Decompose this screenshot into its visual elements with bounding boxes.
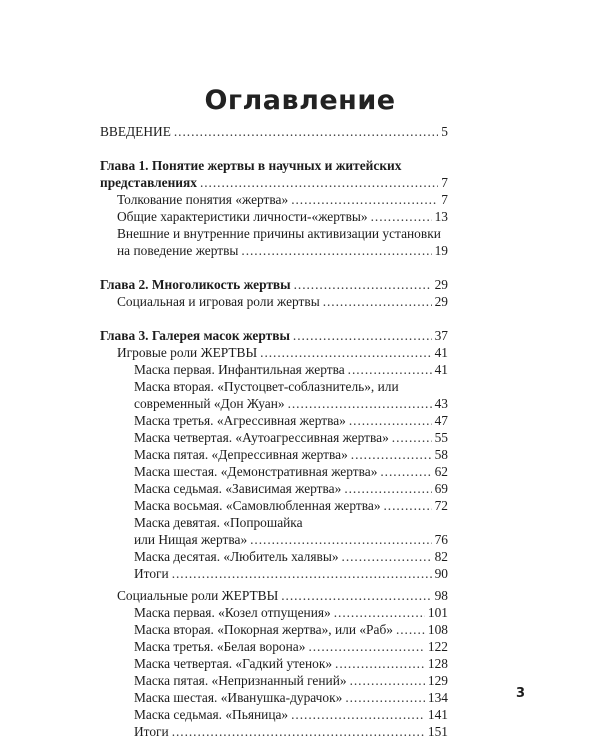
toc-entry-page: 151: [427, 724, 448, 739]
toc-entry-label: Итоги: [134, 566, 169, 581]
toc-entry-page: 13: [434, 209, 448, 224]
toc-entry-label: Маска четвертая. «Гадкий утенок»: [134, 656, 333, 671]
chapter-3-heading: [100, 327, 448, 344]
toc-entry: [117, 242, 448, 259]
toc-entry-intro: [100, 123, 448, 140]
toc-entry-label: Толкование понятия «жертва»: [117, 192, 289, 207]
toc-entry: [117, 293, 448, 310]
leader-dots: [172, 565, 432, 582]
toc-entry: [134, 395, 448, 412]
toc-entry-label: современный «Дон Жуан»: [134, 396, 285, 411]
leader-dots: [344, 480, 431, 497]
toc-entry-page: 134: [427, 690, 448, 705]
toc-entry: [134, 638, 448, 655]
toc-entry-label: Маска десятая. «Любитель халявы»: [134, 549, 339, 564]
leader-dots: [294, 276, 432, 293]
toc-entry: [117, 208, 448, 225]
leader-dots: [241, 242, 431, 259]
toc-entry-page: 62: [434, 464, 448, 479]
toc-entry: [134, 621, 448, 638]
toc-entry: [134, 723, 448, 740]
toc-entry: [134, 361, 448, 378]
toc-entry-label: Маска третья. «Белая ворона»: [134, 639, 306, 654]
leader-dots: [250, 531, 431, 548]
toc-entry-label: Социальные роли ЖЕРТВЫ: [117, 588, 279, 603]
toc-entry-label: Маска четвертая. «Аутоагрессивная жертва»: [134, 430, 389, 445]
toc-entry-page: 29: [434, 294, 448, 309]
toc-entry: [117, 191, 448, 208]
leader-dots: [350, 672, 425, 689]
toc-entry-page: 90: [434, 566, 448, 581]
chapter-2-heading: [100, 276, 448, 293]
toc-entry-label: Маска вторая. «Покорная жертва», или «Раб»: [134, 622, 393, 637]
leader-dots: [335, 655, 425, 672]
toc-entry-page: 129: [427, 673, 448, 688]
toc-entry-label: ВВЕДЕНИЕ: [100, 124, 171, 139]
toc-entry-page: 7: [441, 175, 448, 190]
toc-entry: [134, 412, 448, 429]
toc-entry-label: Маска шестая. «Иванушка-дурачок»: [134, 690, 343, 705]
leader-dots: [396, 621, 425, 638]
leader-dots: [200, 174, 438, 191]
leader-dots: [281, 587, 431, 604]
toc-entry-page: 41: [434, 345, 448, 360]
toc-section-social-roles: [117, 587, 448, 604]
toc-entry-page: 43: [434, 396, 448, 411]
toc-entry-page: 72: [434, 498, 448, 513]
toc-entry-label: Социальная и игровая роли жертвы: [117, 294, 320, 309]
toc-title: Оглавление: [204, 85, 396, 116]
toc-entry-label: Маска первая. «Козел отпущения»: [134, 605, 331, 620]
toc-entry-label: Маска третья. «Агрессивная жертва»: [134, 413, 346, 428]
toc-entry: [134, 565, 448, 582]
toc-entry-page: 7: [441, 192, 448, 207]
leader-dots: [384, 497, 432, 514]
leader-dots: [351, 446, 432, 463]
page-number: 3: [516, 686, 526, 701]
toc-entry: [134, 531, 448, 548]
toc-entry-label: на поведение жертвы: [117, 243, 239, 258]
leader-dots: [293, 327, 432, 344]
toc-entry: [134, 497, 448, 514]
toc-entry-page: 108: [427, 622, 448, 637]
toc-entry-page: 5: [441, 124, 448, 139]
toc-entry-page: 69: [434, 481, 448, 496]
toc-entry-label: Глава 3. Галерея масок жертвы: [100, 328, 290, 343]
leader-dots: [380, 463, 431, 480]
toc-entry-page: 29: [434, 277, 448, 292]
leader-dots: [308, 638, 424, 655]
leader-dots: [345, 689, 425, 706]
leader-dots: [392, 429, 432, 446]
toc-entry-label: представлениях: [100, 175, 197, 190]
chapter-1-heading: Глава 1. Понятие жертвы в научных и житейских: [100, 158, 402, 173]
toc-entry-label: Маска восьмая. «Самовлюбленная жертва»: [134, 498, 381, 513]
toc-entry-page: 37: [434, 328, 448, 343]
toc-entry-label: или Нищая жертва»: [134, 532, 248, 547]
toc-entry: [134, 480, 448, 497]
toc-entry-label: Маска пятая. «Депрессивная жертва»: [134, 447, 348, 462]
toc-entry: [134, 689, 448, 706]
toc-entry-page: 82: [434, 549, 448, 564]
toc-entry: [134, 655, 448, 672]
toc-section-game-roles: [117, 344, 448, 361]
toc-entry: [134, 463, 448, 480]
toc-entry: [134, 672, 448, 689]
toc-entry-label: Глава 2. Многоликость жертвы: [100, 277, 291, 292]
toc-entry-page: 55: [434, 430, 448, 445]
leader-dots: [323, 293, 432, 310]
leader-dots: [260, 344, 431, 361]
toc-entry-page: 76: [434, 532, 448, 547]
leader-dots: [348, 361, 432, 378]
toc-entry-page: 122: [427, 639, 448, 654]
toc-entry-label: Итоги: [134, 724, 169, 739]
leader-dots: [349, 412, 432, 429]
leader-dots: [174, 123, 438, 140]
leader-dots: [291, 191, 438, 208]
toc-entry: [134, 548, 448, 565]
toc-entry: [134, 706, 448, 723]
leader-dots: [371, 208, 432, 225]
leader-dots: [334, 604, 425, 621]
toc-entry-page: 19: [434, 243, 448, 258]
toc-entry-label: Внешние и внутренние причины активизации установки: [117, 226, 441, 241]
toc-entry-label: Игровые роли ЖЕРТВЫ: [117, 345, 258, 360]
toc-entry-label: Общие характеристики личности-«жертвы»: [117, 209, 368, 224]
toc-entry-label: Маска первая. Инфантильная жертва: [134, 362, 345, 377]
toc-entry-label: Маска седьмая. «Зависимая жертва»: [134, 481, 342, 496]
toc-entry-page: 58: [434, 447, 448, 462]
toc-entry-page: 41: [434, 362, 448, 377]
toc-entry-page: 141: [427, 707, 448, 722]
leader-dots: [342, 548, 432, 565]
toc-entry-label: Маска седьмая. «Пьяница»: [134, 707, 289, 722]
toc-entry: [134, 604, 448, 621]
toc-entry: [134, 446, 448, 463]
chapter-1-heading-cont: [100, 174, 448, 191]
toc-entry-page: 98: [434, 588, 448, 603]
toc-entry-label: Маска пятая. «Непризнанный гений»: [134, 673, 347, 688]
toc-entry-page: 47: [434, 413, 448, 428]
toc-entry-label: Маска шестая. «Демонстративная жертва»: [134, 464, 378, 479]
leader-dots: [291, 706, 425, 723]
toc-entry: [134, 429, 448, 446]
leader-dots: [172, 723, 425, 740]
toc-entry-page: 128: [427, 656, 448, 671]
toc-entry-page: 101: [427, 605, 448, 620]
toc-entry-label: Маска девятая. «Попрошайка: [134, 515, 303, 530]
toc-entry-label: Маска вторая. «Пустоцвет-соблазнитель», или: [134, 379, 399, 394]
leader-dots: [288, 395, 432, 412]
